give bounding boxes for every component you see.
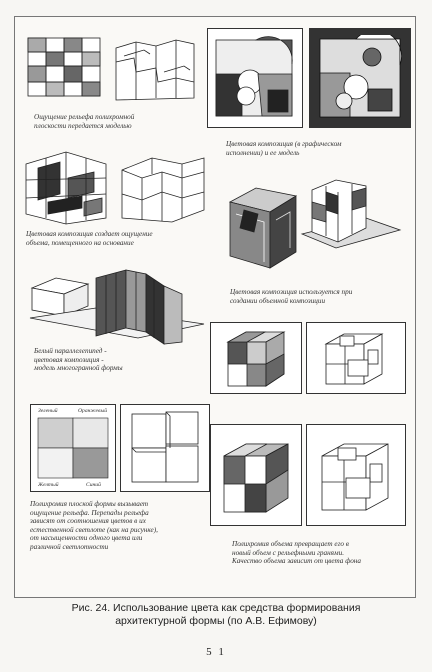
volume-composition-illustration [22, 148, 208, 226]
caption-volumetric [230, 288, 416, 305]
relief-model-illustration [126, 410, 204, 486]
caption-graphic-composition [226, 140, 416, 157]
caption-volume [26, 230, 216, 247]
caption-line: естественной светлоте (как на рисунке), [30, 525, 158, 534]
caption-line: плоскости передается моделью [34, 121, 132, 130]
caption-line: различной светлотности [30, 542, 109, 551]
white-cube-illustration-2 [316, 438, 396, 518]
caption-line: Цветовая композиция используется при [230, 288, 353, 296]
caption-line: ощущение рельефа. Перепады рельефа [30, 508, 149, 517]
white-cube-illustration [322, 330, 392, 388]
label-green: Зеленый [38, 408, 58, 414]
shaded-cube-illustration-2 [222, 440, 292, 516]
caption-line: модель многогранной формы [34, 364, 123, 373]
graphic-composition-illustration [212, 34, 298, 122]
composition-model-illustration [316, 35, 404, 121]
caption-line: Полихромия плоской формы вызывает [30, 500, 149, 508]
caption-polychrome-plane [30, 500, 220, 552]
caption-line: зависят от соотношения цветов в их [30, 517, 146, 526]
caption-line: Цветовая композиция создает ощущение [26, 230, 153, 238]
caption-line: новый объем с рельефными гранями. [232, 548, 344, 557]
caption-relief [34, 113, 184, 130]
polychrome-plane-illustration [26, 28, 196, 108]
caption-line: Ощущение рельефа полихромной [34, 113, 135, 121]
label-yellow: Желтый [38, 482, 59, 488]
caption-parallelepiped [34, 347, 184, 373]
page-number: 5 1 [206, 646, 226, 658]
caption-polychrome-volume [232, 540, 416, 566]
shaded-cube-illustration [226, 330, 288, 388]
caption-line: исполнении) и ее модель [226, 148, 300, 157]
figure-caption-line: архитектурной формы (по А.В. Ефимову) [115, 615, 317, 627]
caption-line: Цветовая композиция (в графическом [226, 140, 342, 148]
caption-line: Качество объема зависит от цвета фона [232, 557, 361, 566]
label-blue: Синий [86, 482, 101, 488]
caption-line: цветовая композиция - [34, 355, 104, 364]
caption-line: создании объемной композиции [230, 296, 326, 305]
caption-line: объема, помещенного на основание [26, 238, 134, 247]
caption-line: Полихромия объема превращает его в [232, 540, 349, 548]
volumetric-composition-illustration [226, 162, 416, 280]
figure-caption [0, 602, 432, 628]
label-orange: Оранжевый [78, 408, 108, 414]
figure-caption-line: Рис. 24. Использование цвета как средства формирования [71, 602, 361, 614]
color-plane-illustration [36, 416, 110, 480]
caption-line: от насыщенности одного цвета или [30, 534, 143, 543]
parallelepiped-illustration [26, 258, 212, 348]
caption-line: Белый параллелепипед - [34, 347, 107, 355]
